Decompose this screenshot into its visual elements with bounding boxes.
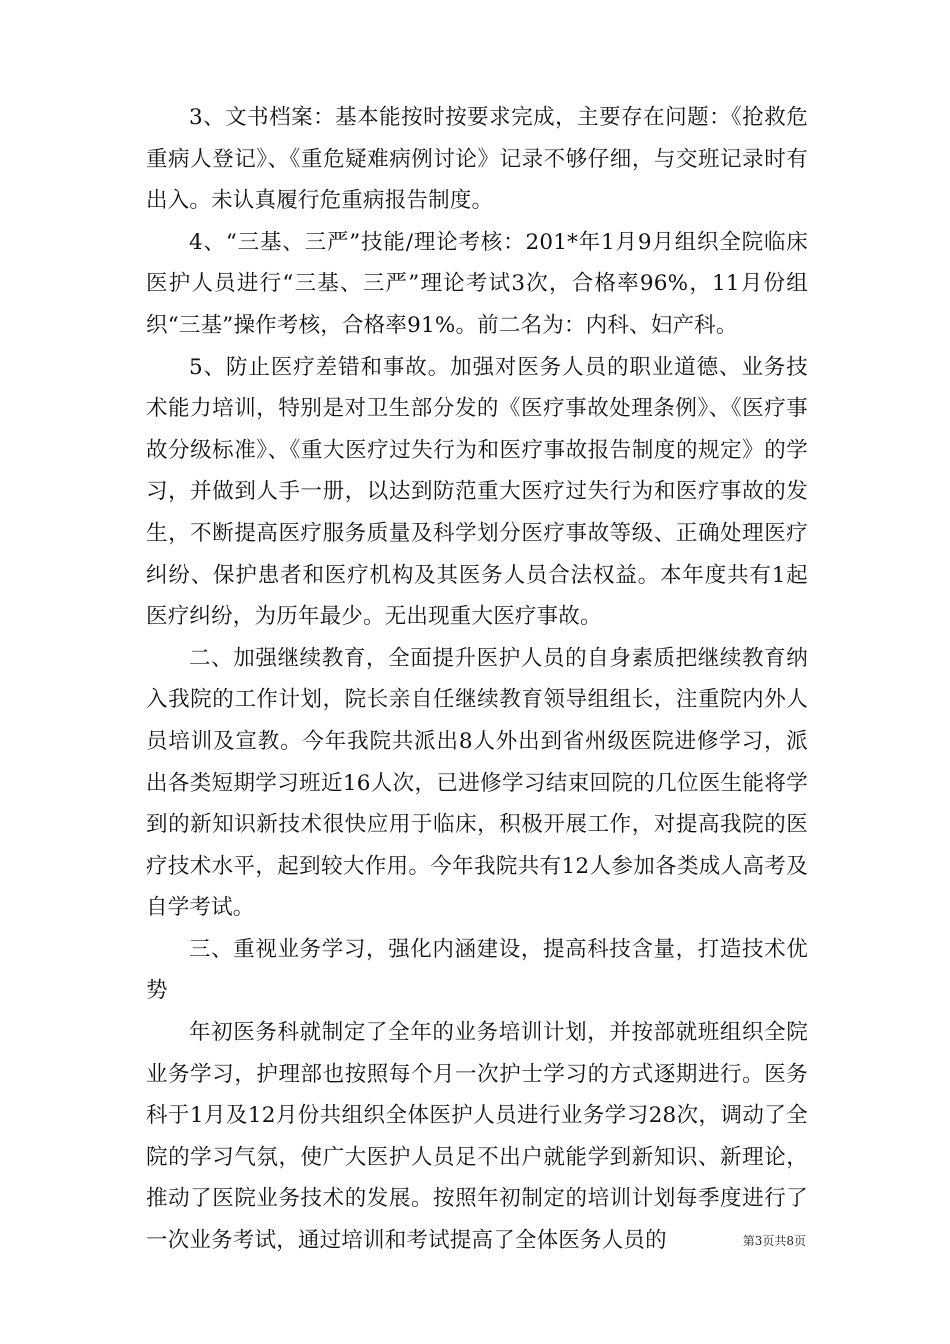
paragraph-archives: 3、文书档案：基本能按时按要求完成，主要存在问题：《抢救危重病人登记》、《重危疑难病例讨论》记录不够仔细，与交班记录时有出入。未认真履行危重病报告制度。 — [146, 105, 808, 214]
section-heading-business-study: 三、重视业务学习，强化内涵建设，提高科技含量，打造技术优势 — [146, 936, 808, 1004]
document-body — [146, 97, 808, 1262]
paragraph-training-plan: 年初医务科就制定了全年的业务培训计划，并按部就班组织全院业务学习，护理部也按照每个月一次护士学习的方式逐期进行。医务科于1月及12月份共组织全体医护人员进行业务学习28次，调动了全院的学习气氛，使广大医护人员足不出户就能学到新知识、新理论，推动了医院业务技术的发展。按照年初制定的培训计划每季度进行了一次业务考试，通过培训和考试提高了全体医务人员的 — [146, 1020, 808, 1254]
paragraph-exams: 4、“三基、三严”技能/理论考核：201*年1月9月组织全院临床医护人员进行“三基、三严”理论考试3次，合格率96%，11月份组织“三基”操作考核，合格率91%。前二名为：内科、妇产科。 — [146, 229, 808, 338]
page-number: 第3页共8页 — [742, 1234, 806, 1248]
paragraph-accident-prevention: 5、防止医疗差错和事故。加强对医务人员的职业道德、业务技术能力培训，特别是对卫生部分发的《医疗事故处理条例》、《医疗事故分级标准》、《重大医疗过失行为和医疗事故报告制度的规定》的学习，并做到人手一册，以达到防范重大医疗过失行为和医疗事故的发生，不断提高医疗服务质量及科学划分医疗事故等级、正确处理医疗纠纷、保护患者和医疗机构及其医务人员合法权益。本年度共有1起医疗纠纷，为历年最少。无出现重大医疗事故。 — [146, 354, 808, 630]
paragraph-continuing-education: 二、加强继续教育，全面提升医护人员的自身素质把继续教育纳入我院的工作计划，院长亲自任继续教育领导组组长，注重院内外人员培训及宣教。今年我院共派出8人外出到省州级医院进修学习，派出各类短期学习班近16人次，已进修学习结束回院的几位医生能将学到的新知识新技术很快应用于临床，积极开展工作，对提高我院的医疗技术水平，起到较大作用。今年我院共有12人参加各类成人高考及自学考试。 — [146, 645, 808, 921]
